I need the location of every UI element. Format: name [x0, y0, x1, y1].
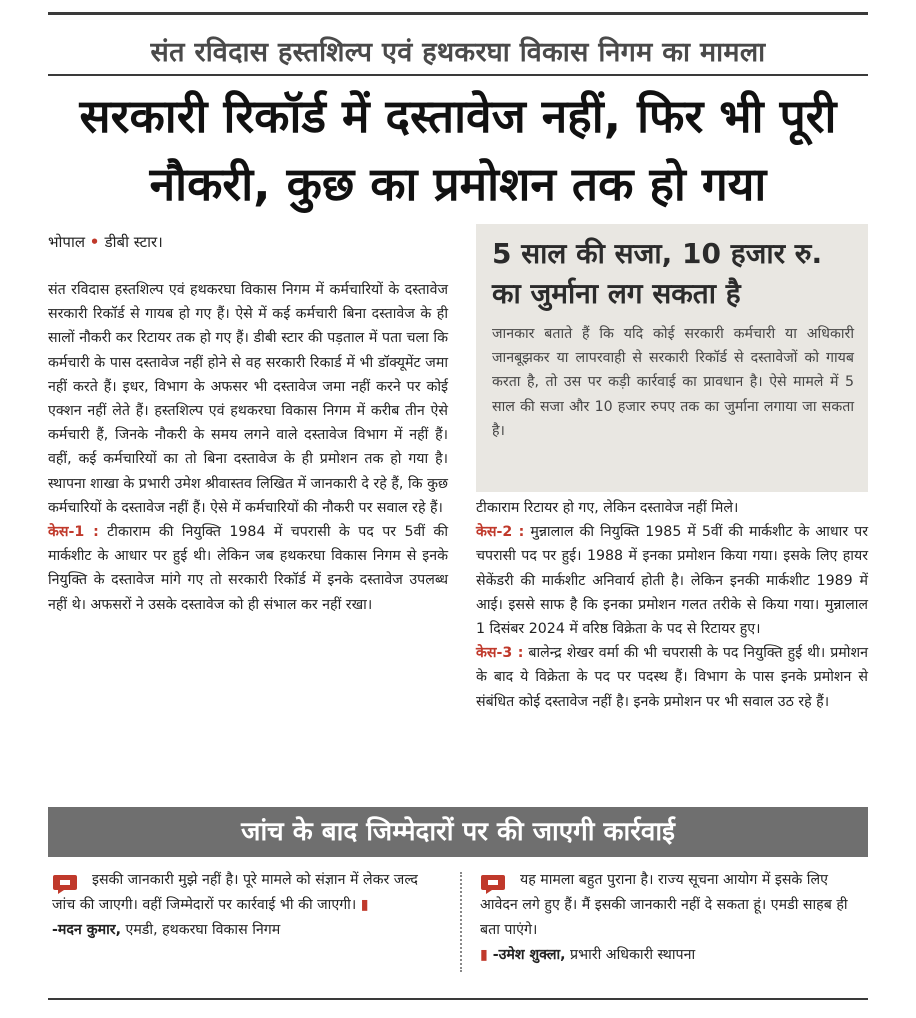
- case-3-paragraph: [476, 641, 868, 714]
- sidebox-title: 5 साल की सजा, 10 हजार रु. का जुर्माना लग सकता है: [492, 237, 823, 310]
- quote-2-author: -उमेश शुक्ला,: [492, 947, 566, 963]
- section-banner: जांच के बाद जिम्मेदारों पर की जाएगी कार्रवाई: [48, 807, 868, 857]
- kicker: संत रविदास हस्तशिल्प एवं हथकरघा विकास निगम का मामला: [150, 37, 766, 68]
- sidebox-text: जानकार बताते हैं कि यदि कोई सरकारी कर्मचारी या अधिकारी जानबूझकर या लापरवाही से सरकारी रिकॉर्ड से दस्तावेजों को गायब करता है, तो उस पर कड़ी कार्रवाई का प्रावधान है। ऐसे मामले में 5 साल की सजा और 10 हजार रुपए तक का जुर्माना लगाया जा सकता है।: [492, 326, 854, 439]
- case-2-text: मुन्नालाल की नियुक्ति 1985 में 5वीं की मार्कशीट के आधार पर चपरासी पद पर हुई। 1988 में इनका प्रमोशन किया गया। इसके लिए हायर सेकेंडरी की मार्कशीट अनिवार्य होती है। लेकिन इनकी मार्कशीट 1989 में आई। इससे साफ है कि इनका प्रमोशन गलत तरीके से किया गया। मुन्नालाल 1 दिसंबर 2024 में वरिष्ठ विक्रेता के पद से रिटायर हुए।: [476, 524, 868, 638]
- quote-2-attribution: [480, 943, 868, 968]
- kicker-rule: [48, 74, 868, 76]
- byline: [48, 232, 163, 252]
- case-1-text: टीकाराम की नियुक्ति 1984 में चपरासी के पद पर 5वीं की मार्कशीट के आधार पर हुई थी। लेकिन जब हथकरघा विकास निगम से इनके नियुक्ति के दस्तावेज मांगे गए तो सरकारी रिकॉर्ड में इनके दस्तावेज उपलब्ध नहीं थे। अफसरों ने उसके दस्तावेज को ही संभाल कर नहीं रखा।: [48, 524, 448, 613]
- headline: सरकारी रिकॉर्ड में दस्तावेज नहीं, फिर भी पूरी नौकरी, कुछ का प्रमोशन तक हो गया: [79, 89, 837, 211]
- case-1-paragraph: [48, 520, 448, 617]
- intro-paragraph: संत रविदास हस्तशिल्प एवं हथकरघा विकास निगम में कर्मचारियों के दस्तावेज सरकारी रिकॉर्ड से गायब हो गए हैं। ऐसे में कई कर्मचारी बिना दस्तावेज के ही सालों नौकरी कर रिटायर तक हो गए हैं। डीबी स्टार की पड़ताल में पता चला कि कर्मचारी के पास दस्तावेज नहीं होने से वह सरकारी रिकार्ड में भी डॉक्यूमेंट जमा नहीं करते हैं। इधर, विभाग के अफसर भी दस्तावेज जमा नहीं करने पर कोई एक्शन नहीं लेते हैं। हस्तशिल्प एवं हथकरघा विकास निगम में करीब तीन ऐसे कर्मचारी हैं, जिनके नौकरी के समय लगने वाले दस्तावेज विभाग में नहीं हैं। वहीं, कई कर्मचारियों का तो बिना दस्तावेज के ही प्रमोशन तक हो गया है। स्थापना शाखा के प्रभारी उमेश श्रीवास्तव लिखित में जानकारी दे रहे हैं, कि कुछ कर्मचारियों के दस्तावेज नहीं हैं। ऐसे में कर्मचारियों की नौकरी पर सवाल रहे हैं।: [48, 282, 448, 516]
- case-2-paragraph: [476, 520, 868, 641]
- penalty-sidebox: [476, 224, 868, 492]
- case-2-label: केस-2 :: [476, 524, 525, 541]
- quote-1: [52, 868, 442, 943]
- case-3-text: बालेन्द्र शेखर वर्मा की भी चपरासी के पद नियुक्ति हुई थी। प्रमोशन के बाद ये विक्रेता के पद पर पदस्थ हैं। विभाग के पास इनके प्रमोशन से संबंधित कोई दस्तावेज नहीं है। इनके प्रमोशन पर भी सवाल उठ रहे हैं।: [476, 645, 868, 710]
- quote-2-start-icon: ▮: [480, 947, 493, 963]
- quote-divider: [460, 872, 462, 972]
- bottom-rule: [48, 998, 868, 1000]
- quote-2-text: यह मामला बहुत पुराना है। राज्य सूचना आयोग में इसके लिए आवेदन लगे हुए हैं। मैं इसकी जानकारी नहीं दे सकता हूं। एमडी साहब ही बता पाएंगे।: [480, 872, 848, 938]
- quote-1-role: एमडी, हथकरघा विकास निगम: [120, 922, 281, 938]
- left-column: [48, 278, 448, 617]
- quote-1-author: -मदन कुमार,: [52, 922, 121, 938]
- continuation-paragraph: टीकाराम रिटायर हो गए, लेकिन दस्तावेज नहीं मिले।: [476, 500, 739, 516]
- quote-1-end-icon: ▮: [360, 897, 369, 913]
- quote-2: [480, 868, 868, 968]
- case-3-label: केस-3 :: [476, 645, 524, 662]
- top-rule: [48, 12, 868, 15]
- quote-1-text: इसकी जानकारी मुझे नहीं है। पूरे मामले को संज्ञान में लेकर जल्द जांच की जाएगी। वहीं जिम्मेदारों पर कार्रवाई भी की जाएगी।: [52, 872, 418, 913]
- right-column: [476, 496, 868, 714]
- case-1-label: केस-1 :: [48, 524, 99, 541]
- byline-source: डीबी स्टार।: [104, 233, 163, 251]
- quote-2-role: प्रभारी अधिकारी स्थापना: [565, 947, 696, 963]
- quote-1-attribution: [52, 918, 442, 943]
- byline-dot: •: [89, 233, 105, 251]
- byline-location: भोपाल: [48, 233, 86, 251]
